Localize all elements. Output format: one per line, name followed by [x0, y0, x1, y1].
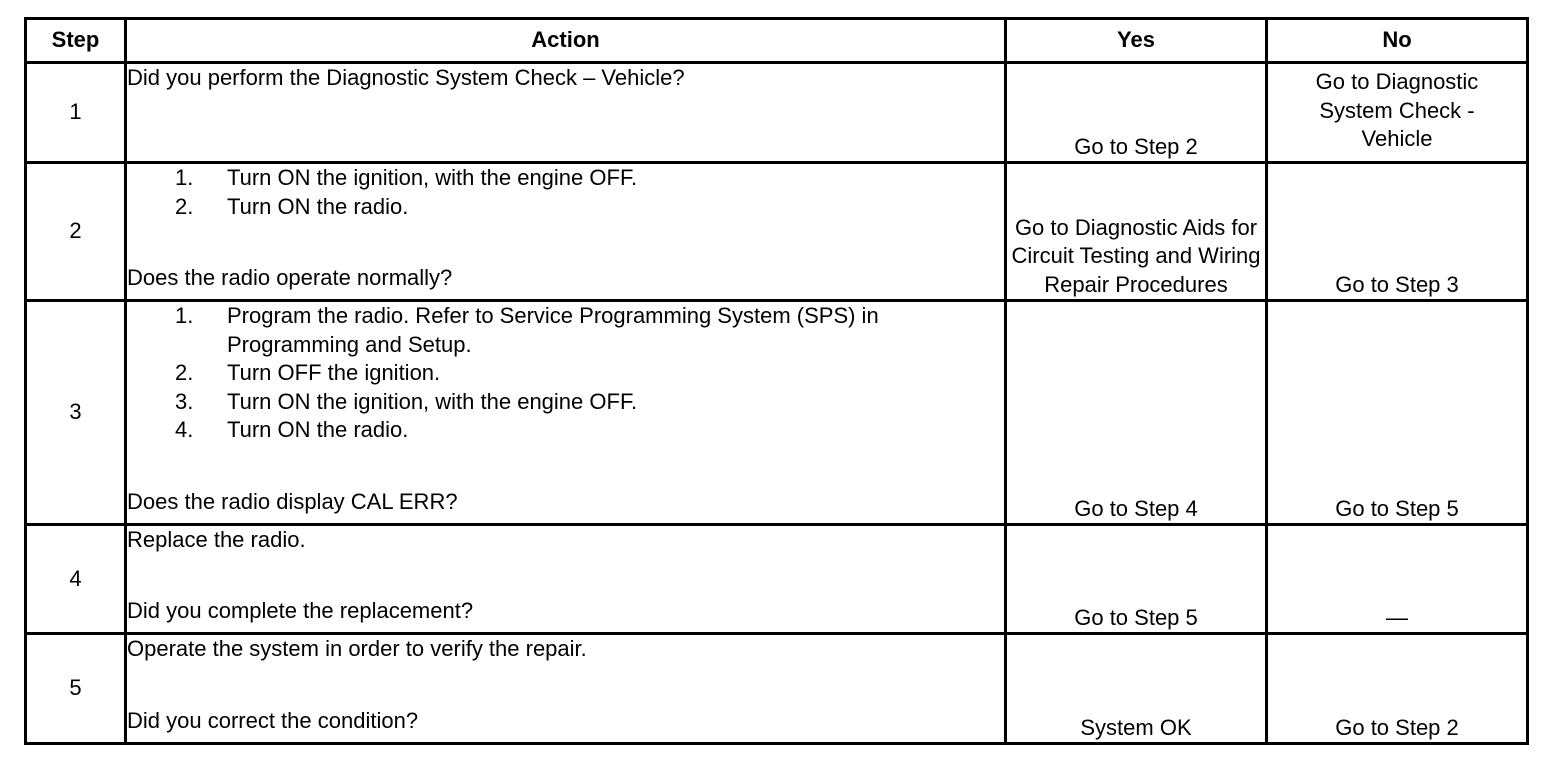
step-number: 2: [26, 163, 126, 301]
yes-cell: Go to Step 5: [1006, 525, 1267, 634]
yes-cell: Go to Step 2: [1006, 63, 1267, 163]
instruction-text: Turn OFF the ignition.: [227, 360, 441, 385]
instruction-text: Turn ON the radio.: [227, 193, 409, 219]
step-number: 3: [26, 301, 126, 525]
header-row: [26, 19, 1528, 63]
instruction-number: 1.: [175, 165, 194, 190]
table-row: [26, 525, 1528, 634]
instruction-text: Program the radio. Refer to Service Programming System (SPS) in Programming and Setup.: [227, 303, 879, 357]
action-cell: [126, 63, 1006, 163]
instruction-number: 1.: [175, 303, 194, 328]
step-number: 1: [26, 63, 126, 163]
header-step: Step: [26, 19, 126, 63]
action-statement: Operate the system in order to verify the repair.: [127, 636, 587, 661]
instruction-number: 3.: [175, 388, 194, 414]
header-yes: Yes: [1006, 19, 1267, 63]
instruction-list: [127, 302, 1004, 445]
instruction-number: 2.: [175, 193, 194, 219]
step-number: 4: [26, 525, 126, 634]
action-question: Did you perform the Diagnostic System Check – Vehicle?: [127, 65, 685, 90]
no-cell: Go to Step 2: [1267, 634, 1528, 744]
action-question: Does the radio display CAL ERR?: [127, 488, 458, 514]
table-row: [26, 163, 1528, 301]
table-row: [26, 63, 1528, 163]
instruction-item: [127, 164, 1004, 193]
no-cell: —: [1267, 525, 1528, 634]
yes-text: Go to Diagnostic Aids for Circuit Testing and Wiring Repair Procedures: [1011, 214, 1261, 297]
instruction-text: Turn ON the ignition, with the engine OFF.: [227, 165, 638, 190]
yes-cell: [1006, 163, 1267, 301]
instruction-number: 4.: [175, 417, 194, 442]
instruction-item: [127, 388, 1004, 417]
no-text: Go to Diagnostic System Check - Vehicle: [1315, 69, 1479, 151]
action-statement: Replace the radio.: [127, 527, 306, 552]
table-row: [26, 301, 1528, 525]
yes-cell: System OK: [1006, 634, 1267, 744]
instruction-item: [127, 359, 1004, 388]
table-row: [26, 634, 1528, 744]
instruction-item: [127, 193, 1004, 222]
header-action: Action: [126, 19, 1006, 63]
header-no: No: [1267, 19, 1528, 63]
yes-cell: Go to Step 4: [1006, 301, 1267, 525]
instruction-number: 2.: [175, 360, 194, 385]
no-cell: Go to Step 5: [1267, 301, 1528, 525]
no-cell: Go to Step 3: [1267, 163, 1528, 301]
action-question: Did you complete the replacement?: [127, 597, 474, 623]
instruction-item: [127, 302, 1004, 359]
instruction-text: Turn ON the ignition, with the engine OFF.: [227, 388, 638, 414]
instruction-item: [127, 416, 1004, 445]
instruction-text: Turn ON the radio.: [227, 417, 409, 442]
no-cell: [1267, 63, 1528, 163]
action-question: Does the radio operate normally?: [127, 264, 453, 290]
action-cell: [126, 634, 1006, 744]
step-number: 5: [26, 634, 126, 744]
action-cell: [126, 301, 1006, 525]
action-cell: [126, 163, 1006, 301]
action-cell: [126, 525, 1006, 634]
instruction-list: [127, 164, 1004, 221]
diagnostic-table: [24, 17, 1529, 745]
action-question: Did you correct the condition?: [127, 707, 419, 733]
